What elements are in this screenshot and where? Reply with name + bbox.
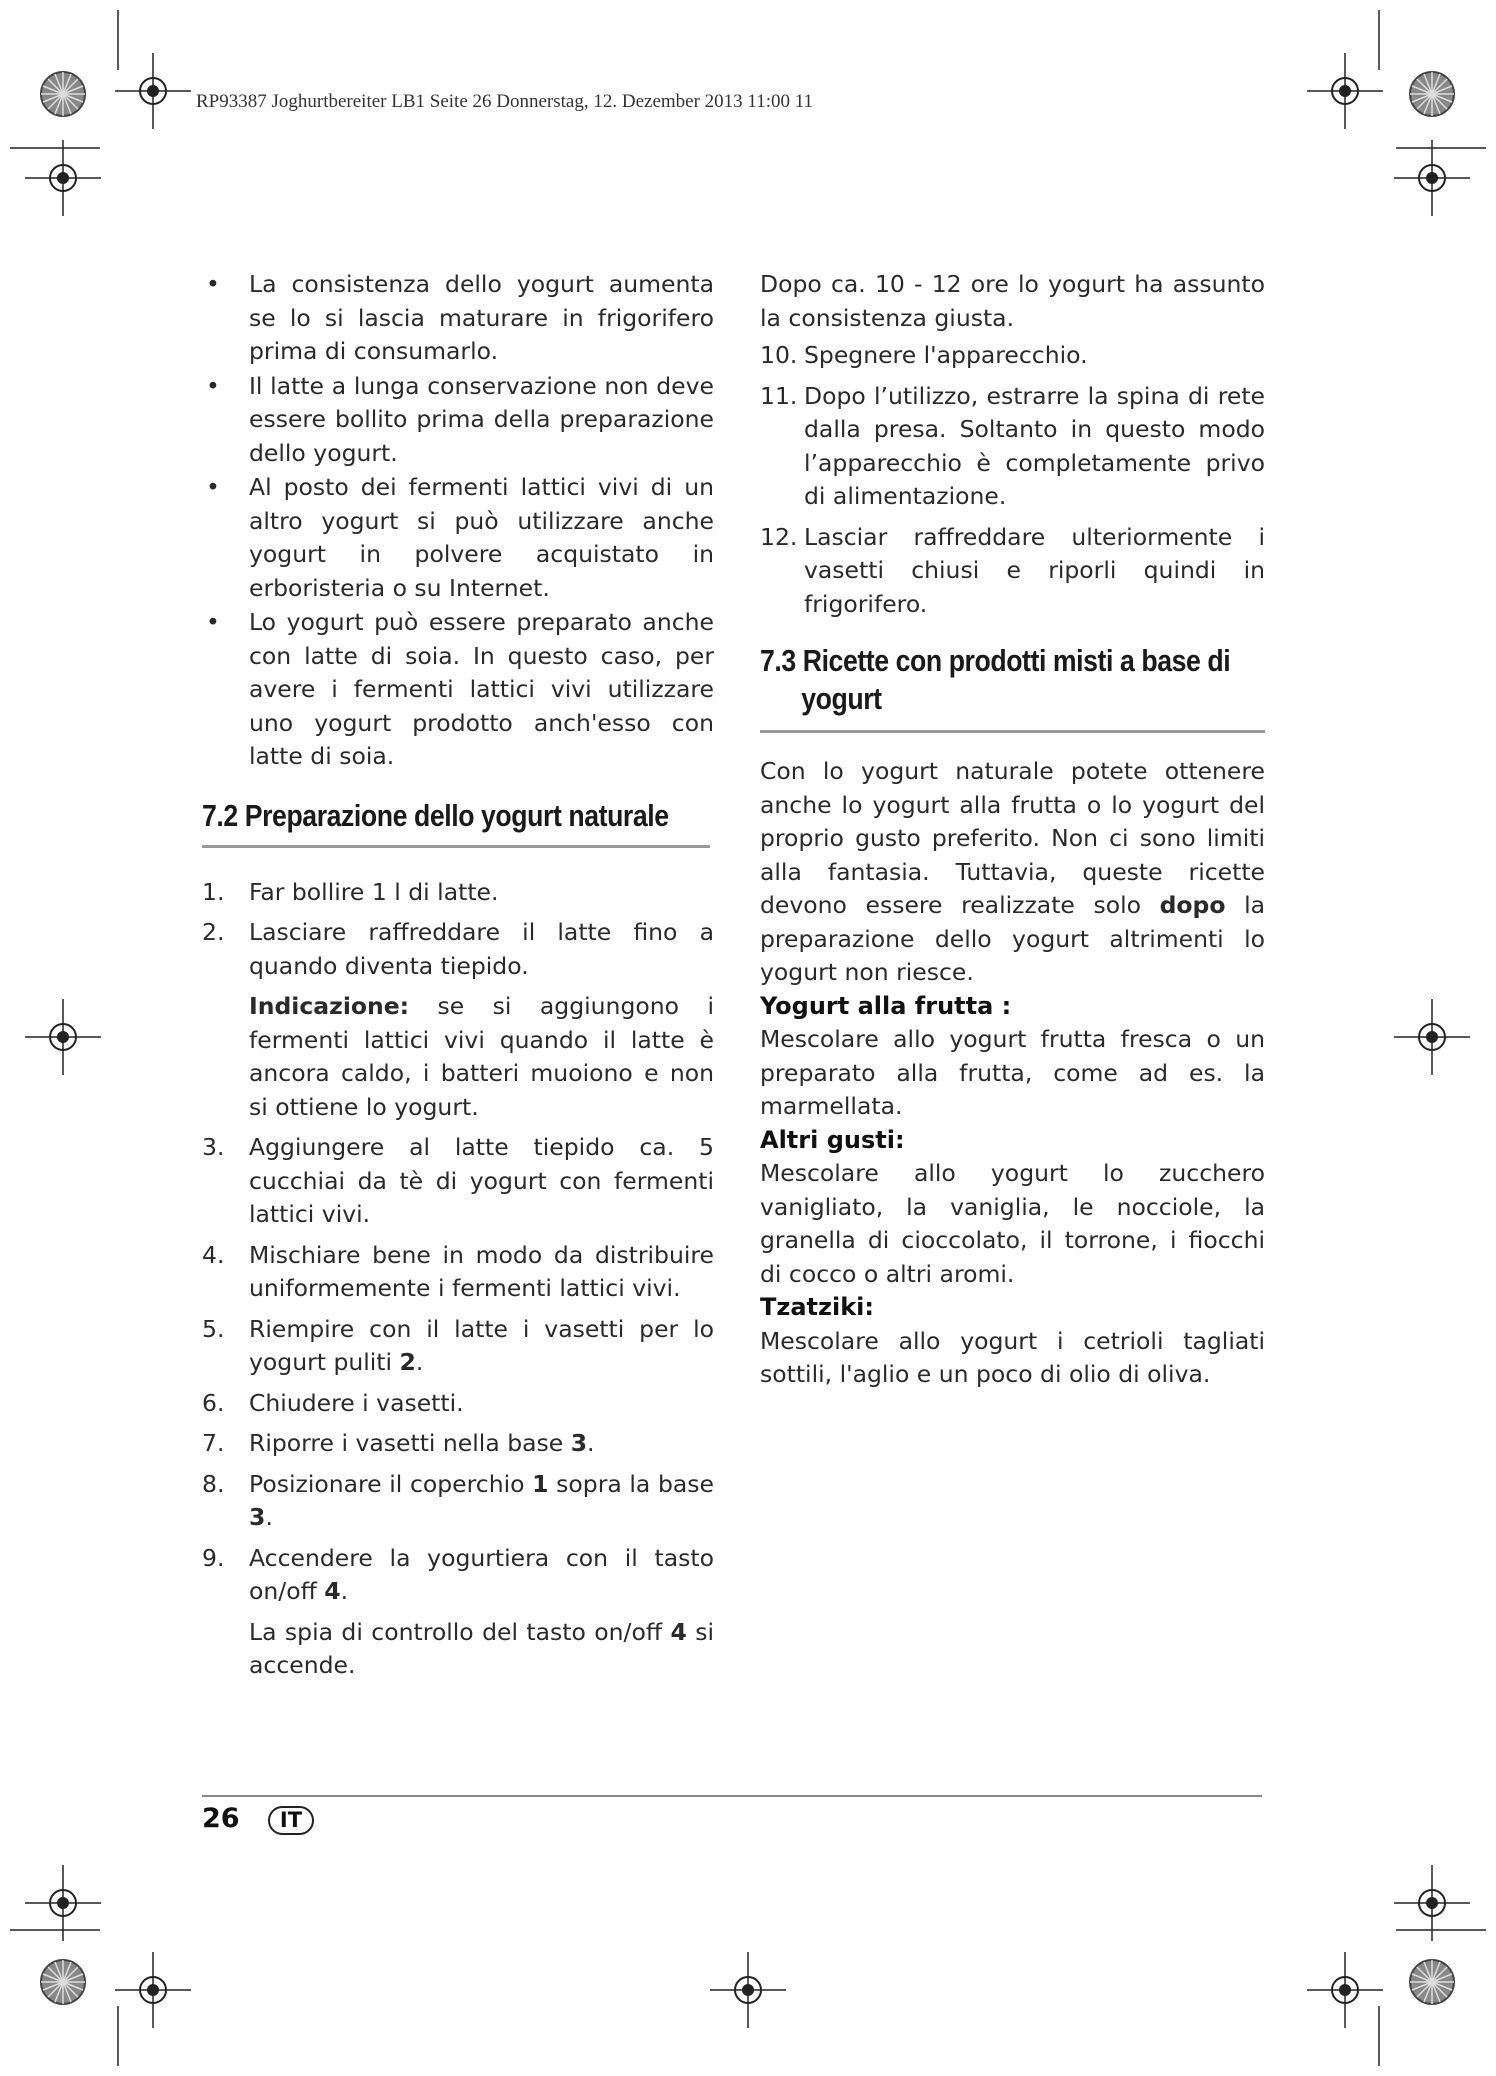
recipe-title: Yogurt alla frutta :	[760, 991, 1012, 1020]
language-badge: IT	[268, 1806, 314, 1835]
step-item: 3. Aggiungere al latte tiepido ca. 5 cucchiai da tè di yogurt con fermenti lattici vivi.	[202, 1133, 714, 1228]
section-title-7-3: 7.3 Ricette con prodotti misti a base di	[760, 643, 1231, 678]
step-item: 8. Posizionare il coperchio 1 sopra la base 3.	[202, 1469, 714, 1531]
recipe-text: Mescolare allo yogurt i cetrioli tagliati sottili, l'aglio e un poco di olio di oliva.	[760, 1326, 1265, 1388]
step-item: 6. Chiudere i vasetti.	[202, 1388, 464, 1417]
step-item: 2. Lasciare raffreddare il latte fino a quando diventa tiepido.	[202, 918, 714, 980]
section-title-7-3-cont: yogurt	[801, 681, 882, 716]
recipe-text: Mescolare allo yogurt lo zucchero vanigliato, la vaniglia, le nocciole, la granella di cioccolato, il torrone, i fiocchi di cocco o altri aromi.	[760, 1159, 1265, 1288]
recipe-title: Tzatziki:	[760, 1293, 874, 1321]
section-title-7-2: 7.2 Preparazione dello yogurt naturale	[202, 797, 669, 833]
step-item: 9. Accendere la yogurtiera con il tasto on/off 4.	[202, 1543, 714, 1605]
step-item: 7. Riporre i vasetti nella base 3.	[202, 1429, 595, 1457]
tip-bullet: • Al posto dei fermenti lattici vivi di un altro yogurt si può utilizzare anche yogurt in polvere acquistato in erboristeria o su Internet.	[202, 471, 714, 605]
left-column	[202, 268, 714, 1690]
step-item: 4. Mischiare bene in modo da distribuire uniformemente i fermenti lattici vivi.	[202, 1240, 714, 1302]
tip-bullet: • Lo yogurt può essere preparato anche con latte di soia. In questo caso, per avere i fermenti lattici vivi utilizzare uno yogurt prodotto anch'esso con latte di soia.	[202, 606, 714, 774]
step-item: 5. Riempire con il latte i vasetti per lo yogurt puliti 2.	[202, 1314, 714, 1376]
print-header: RP93387 Joghurtbereiter LB1 Seite 26 Donnerstag, 12. Dezember 2013 11:00 11	[196, 91, 814, 112]
tip-bullet: • La consistenza dello yogurt aumenta se lo si lascia maturare in frigorifero prima di consumarlo.	[202, 268, 714, 369]
right-column	[760, 268, 1265, 1392]
recipes-intro: Con lo yogurt naturale potete ottenere anche lo yogurt alla frutta o lo yogurt del proprio gusto preferito. Non ci sono limiti alla fantasia. Tuttavia, queste ricette devono essere realizzate solo dopo la preparazione dello yogurt altrimenti lo yogurt non riesce.	[760, 757, 1265, 986]
recipe-text: Mescolare allo yogurt frutta fresca o un preparato alla frutta, come ad es. la marmellata.	[760, 1025, 1265, 1120]
recipe-title: Altri gusti:	[760, 1125, 905, 1154]
intro-text: Dopo ca. 10 - 12 ore lo yogurt ha assunto la consistenza giusta.	[760, 270, 1265, 332]
step-item: 11. Dopo l’utilizzo, estrarre la spina di rete dalla presa. Soltanto in questo modo l’apparecchio è completamente privo di alimentazione.	[760, 381, 1265, 510]
step-item: 1. Far bollire 1 l di latte.	[202, 877, 499, 906]
tip-bullet: • Il latte a lunga conservazione non deve essere bollito prima della preparazione dello yogurt.	[202, 370, 714, 471]
footer-rule	[202, 1795, 1262, 1797]
page-number: 26	[202, 1803, 240, 1834]
indicator-note: La spia di controllo del tasto on/off 4 si accende.	[249, 1617, 715, 1679]
step-item: 12. Lasciar raffreddare ulteriormente i vasetti chiusi e riporli quindi in frigorifero.	[760, 522, 1265, 618]
indication-note: Indicazione: se si aggiungono i fermenti lattici vivi quando il latte è ancora caldo, i batteri muoiono e non si ottiene lo yogurt.	[249, 992, 714, 1121]
step-item: 10. Spegnere l'apparecchio.	[760, 341, 1088, 369]
